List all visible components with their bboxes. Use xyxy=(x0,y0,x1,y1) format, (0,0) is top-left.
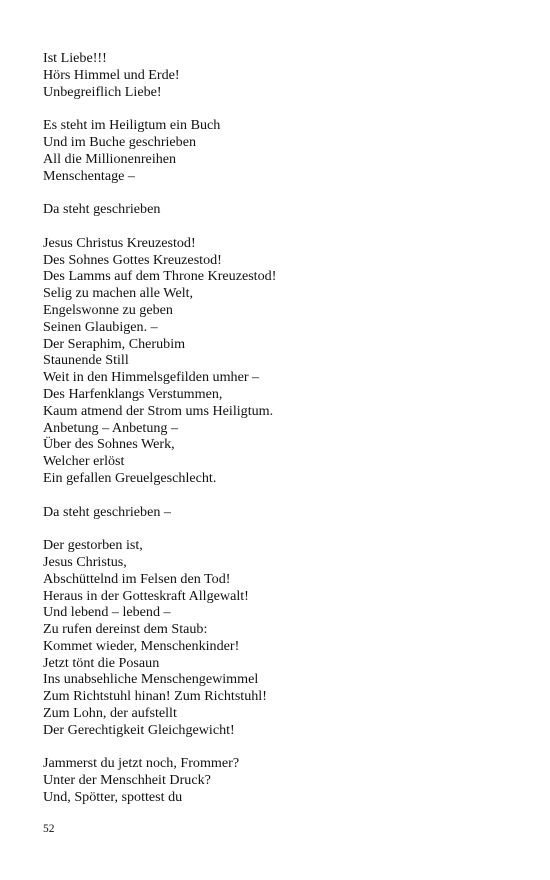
poem-line: All die Millionenreihen xyxy=(43,150,177,167)
stanza xyxy=(43,117,523,184)
poem-line: Des Sohnes Gottes Kreuzestod! xyxy=(43,251,222,268)
poem-line: Engelswonne zu geben xyxy=(43,301,173,318)
page-number: 52 xyxy=(43,823,55,835)
poem-line: Des Lamms auf dem Throne Kreuzestod! xyxy=(43,268,277,285)
poem-line: Jesus Christus, xyxy=(43,553,127,570)
poem-line: Und im Buche geschrieben xyxy=(43,133,197,150)
poem-line: Heraus in der Gotteskraft Allgewalt! xyxy=(43,587,249,604)
poem-line: Kommet wieder, Menschenkinder! xyxy=(43,637,240,654)
stanza xyxy=(43,755,523,805)
poem-line: Der Seraphim, Cherubim xyxy=(43,335,186,352)
poem-line: Jetzt tönt die Posaun xyxy=(43,654,160,671)
poem-line: Über des Sohnes Werk, xyxy=(43,436,175,453)
poem-line: Jammerst du jetzt noch, Frommer? xyxy=(43,755,240,772)
poem-line: Staunende Still xyxy=(43,352,129,369)
poem-line: Zu rufen dereinst dem Staub: xyxy=(43,621,208,638)
poem-line: Zum Richtstuhl hinan! Zum Richtstuhl! xyxy=(43,688,267,705)
poem-line: Des Harfenklangs Verstummen, xyxy=(43,385,223,402)
poem-line: Da steht geschrieben – xyxy=(43,503,171,520)
poem-line: Der Gerechtigkeit Gleichgewicht! xyxy=(43,721,235,738)
stanza xyxy=(43,504,523,521)
poem-line: Ins unabsehliche Menschengewimmel xyxy=(43,671,259,688)
stanza xyxy=(43,201,523,218)
poem-line: Ein gefallen Greuelgeschlecht. xyxy=(43,469,217,486)
poem-line: Zum Lohn, der aufstellt xyxy=(43,705,177,722)
poem-line: Welcher erlöst xyxy=(43,453,125,470)
poem-line: Unbegreiflich Liebe! xyxy=(43,83,162,100)
poem-line: Der gestorben ist, xyxy=(43,537,143,554)
poem-line: Weit in den Himmelsgefilden umher – xyxy=(43,369,260,386)
poem-line: Und lebend – lebend – xyxy=(43,604,171,621)
poem-line: Selig zu machen alle Welt, xyxy=(43,285,194,302)
poem-line: Da steht geschrieben xyxy=(43,201,161,218)
poem-text xyxy=(43,50,523,823)
poem-line: Und, Spötter, spottest du xyxy=(43,789,183,806)
stanza xyxy=(43,537,523,739)
poem-line: Jesus Christus Kreuzestod! xyxy=(43,234,196,251)
stanza xyxy=(43,235,523,487)
poem-line: Ist Liebe!!! xyxy=(43,50,107,66)
poem-line: Abschüttelnd im Felsen den Tod! xyxy=(43,570,231,587)
stanza xyxy=(43,50,523,100)
poem-line: Kaum atmend der Strom ums Heiligtum. xyxy=(43,402,274,419)
poem-line: Menschentage – xyxy=(43,167,135,184)
poem-line: Unter der Menschheit Druck? xyxy=(43,772,211,789)
poem-line: Hörs Himmel und Erde! xyxy=(43,66,180,83)
poem-line: Es steht im Heiligtum ein Buch xyxy=(43,117,221,134)
poem-line: Seinen Glaubigen. – xyxy=(43,318,158,335)
poem-line: Anbetung – Anbetung – xyxy=(43,419,179,436)
